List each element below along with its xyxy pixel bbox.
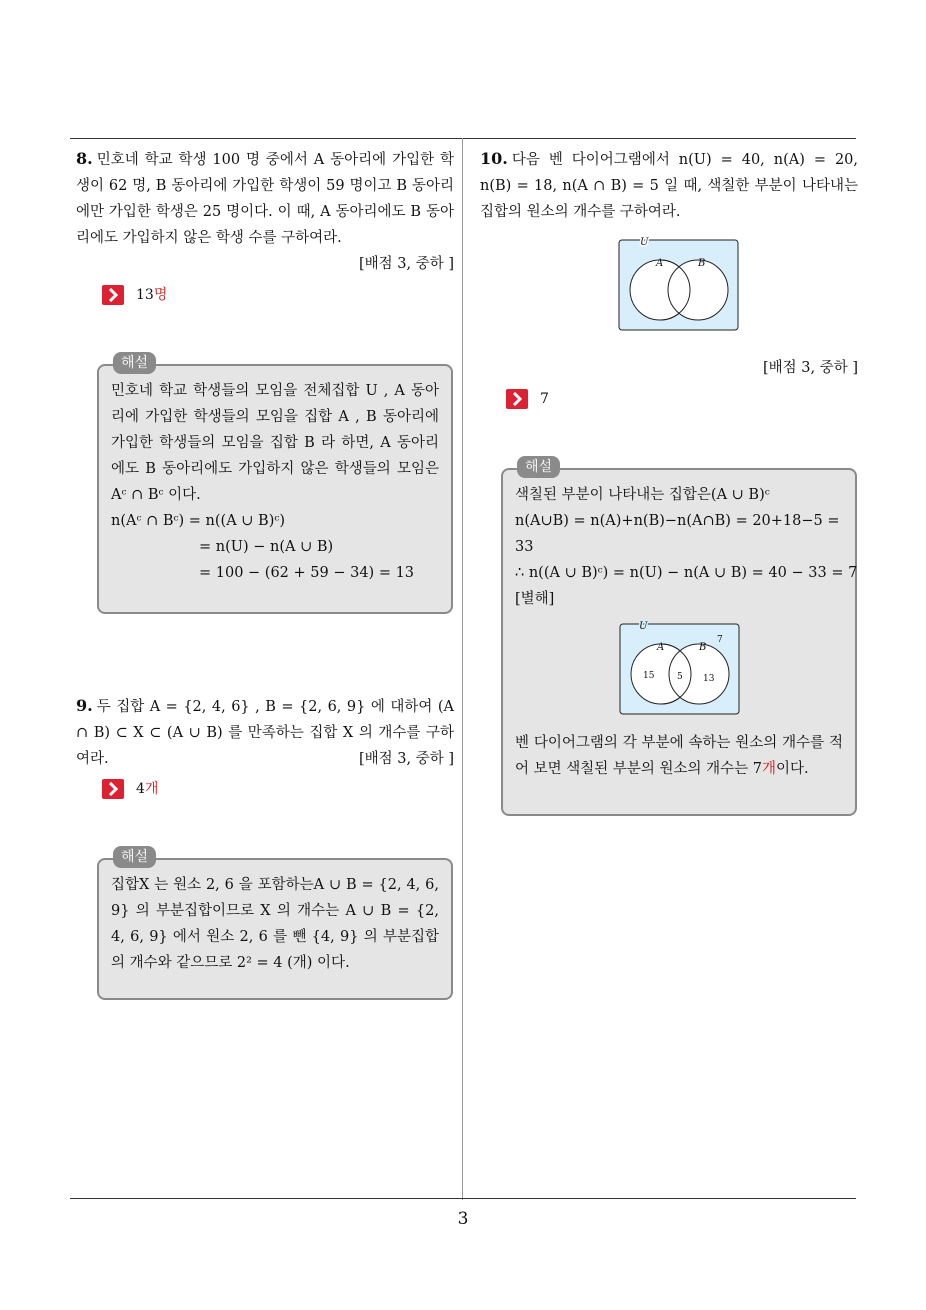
venn-universe-label: U xyxy=(640,237,649,248)
problem-10-solution-tail-text: 벤 다이어그램의 각 부분에 속하는 원소의 개수를 적어 보면 색칠된 부분의 원소의 개수는 7 xyxy=(515,735,843,777)
problem-9-text: 두 집합 A = {2, 4, 6} , B = {2, 6, 9} 에 대하여 (A ∩ B) ⊂ X ⊂ (A ∪ B) 를 만족하는 집합 X 의 개수를 구하여라. xyxy=(76,699,454,767)
problem-8-solution-math-2: = n(U) − n(A ∪ B) xyxy=(199,539,334,555)
problem-9-solution-box xyxy=(97,849,453,1000)
problem-8-answer-value: 13 xyxy=(136,287,154,303)
problem-10-solution-tail-end: 이다. xyxy=(776,761,809,777)
venn2-only-a-count: 15 xyxy=(643,671,655,681)
venn2-set-b-label: B xyxy=(699,642,707,653)
problem-10-text: 다음 벤 다이어그램에서 n(U) = 40, n(A) = 20, n(B) = 18, n(A ∩ B) = 5 일 때, 색칠한 부분이 나타내는 집합의 원소의 개수를 구하여라. xyxy=(480,152,858,220)
problem-10-number: 10. xyxy=(480,149,508,168)
problem-8-solution-box xyxy=(97,355,453,614)
problem-8-solution-label: 해설 xyxy=(113,352,156,374)
column-divider xyxy=(462,138,463,1200)
problem-9-solution-text: 집합X 는 원소 2, 6 을 포함하는A ∪ B = {2, 4, 6, 9} 의 부분집합이므로 X 의 개수는 A ∪ B = {2, 4, 6, 9} 에서 원소 2, 6 를 뺀 {4, 9} 의 부분집합의 개수와 같으므로 2² = 4 (개) 이다. xyxy=(111,877,439,971)
problem-9-score: [배점 3, 중하 ] xyxy=(358,751,454,767)
venn2-only-b-count: 13 xyxy=(703,674,715,684)
problem-8-text: 민호네 학교 학생 100 명 중에서 A 동아리에 가입한 학생이 62 명, B 동아리에 가입한 학생이 59 명이고 B 동아리에만 가입한 학생은 25 명이다. 이 때, A 동아리에도 B 동아리에도 가입하지 않은 학생 수를 구하여라. xyxy=(76,152,454,246)
problem-8-answer xyxy=(102,282,167,308)
problem-9-solution-label: 해설 xyxy=(113,846,156,868)
problem-9-number: 9. xyxy=(76,696,93,715)
problem-8-answer-unit: 명 xyxy=(153,287,168,303)
chevron-right-icon xyxy=(102,779,124,799)
problem-10-solution-line-5: [별해] xyxy=(515,591,555,607)
problem-10-score: [배점 3, 중하 ] xyxy=(762,360,858,376)
venn2-both-count: 5 xyxy=(677,672,683,682)
problem-10-venn-diagram xyxy=(618,236,740,332)
problem-9 xyxy=(76,693,454,772)
problem-10-solution-label: 해설 xyxy=(517,456,560,478)
problem-9-answer-unit: 개 xyxy=(144,781,159,797)
problem-9-answer-value: 4 xyxy=(136,781,145,797)
top-rule xyxy=(70,138,856,139)
problem-8 xyxy=(76,146,454,277)
venn2-outside-count: 7 xyxy=(717,635,723,645)
problem-10-solution-line-2: n(A∪B) = n(A)+n(B)−n(A∩B) = 20+18−5 = xyxy=(515,513,840,529)
problem-10-answer-value: 7 xyxy=(540,391,549,407)
venn2-universe-label: U xyxy=(639,621,648,632)
problem-8-solution-text: 민호네 학교 학생들의 모임을 전체집합 U , A 동아리에 가입한 학생들의 모임을 집합 A , B 동아리에 가입한 학생들의 모임을 집합 B 라 하면, A 동아리에도 B 동아리에도 가입하지 않은 학생들의 모임은 Aᶜ ∩ Bᶜ 이다. xyxy=(111,383,439,503)
problem-10-solution-line-3: 33 xyxy=(515,539,534,555)
chevron-right-icon xyxy=(506,389,528,409)
problem-8-number: 8. xyxy=(76,149,93,168)
venn2-set-a-label: A xyxy=(657,642,665,653)
chevron-right-icon xyxy=(102,285,124,305)
problem-10-solution-line-1: 색칠된 부분이 나타내는 집합은(A ∪ B)ᶜ xyxy=(515,487,770,503)
venn-set-a-label: A xyxy=(656,258,664,269)
page-number: 3 xyxy=(457,1209,469,1229)
problem-10-answer xyxy=(506,386,549,412)
problem-10-solution-tail-unit: 개 xyxy=(761,761,776,777)
problem-8-solution-math-1: n(Aᶜ ∩ Bᶜ) = n((A ∪ B)ᶜ) xyxy=(111,513,286,529)
problem-10-solution-tail xyxy=(515,730,843,782)
problem-8-question xyxy=(76,146,454,251)
bottom-rule xyxy=(70,1198,856,1199)
problem-10 xyxy=(480,146,858,225)
problem-10-solution-line-4: ∴ n((A ∪ B)ᶜ) = n(U) − n(A ∪ B) = 40 − 33 = 7 xyxy=(515,565,858,581)
problem-9-answer xyxy=(102,776,158,802)
problem-8-solution-math-3: = 100 − (62 + 59 − 34) = 13 xyxy=(199,565,415,581)
venn-set-b-label: B xyxy=(698,258,706,269)
problem-10-question xyxy=(480,146,858,225)
problem-10-solution-venn-diagram xyxy=(619,620,741,716)
problem-8-score: [배점 3, 중하 ] xyxy=(358,256,454,272)
problem-10-solution-box xyxy=(501,459,858,816)
